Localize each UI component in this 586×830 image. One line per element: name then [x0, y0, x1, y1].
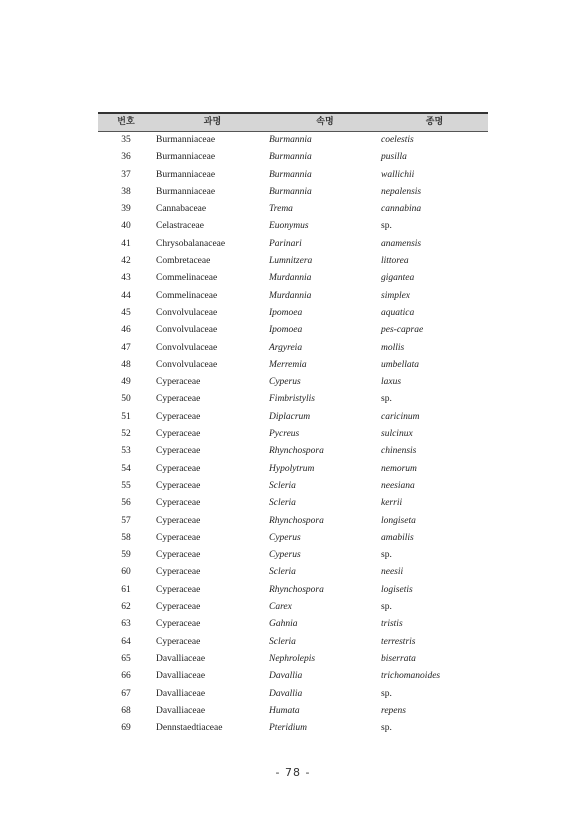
- table-row: [98, 167, 488, 184]
- cell-species: trichomanoides: [381, 671, 441, 682]
- cell-number: 36: [121, 152, 131, 163]
- cell-number: 59: [121, 550, 131, 561]
- cell-species: tristis: [381, 619, 403, 630]
- cell-genus: Burmannia: [269, 169, 312, 180]
- table-row: [98, 547, 488, 564]
- cell-species: kerrii: [381, 498, 403, 509]
- cell-genus: Humata: [269, 705, 300, 716]
- cell-family: Cyperaceae: [156, 550, 201, 561]
- cell-number: 67: [121, 688, 131, 699]
- cell-genus: Pycreus: [269, 429, 300, 440]
- cell-species: terrestris: [381, 636, 416, 647]
- table-row: [98, 184, 488, 201]
- cell-genus: Nephrolepis: [269, 653, 316, 664]
- header-family: 과명: [203, 117, 222, 127]
- cell-species: sp.: [381, 550, 392, 561]
- cell-number: 39: [121, 204, 131, 215]
- cell-genus: Euonymus: [269, 221, 309, 232]
- cell-number: 53: [121, 446, 131, 457]
- cell-genus: Ipomoea: [269, 307, 303, 318]
- cell-family: Burmanniaceae: [156, 169, 216, 180]
- cell-family: Burmanniaceae: [156, 152, 216, 163]
- table-row: [98, 374, 488, 391]
- cell-genus: Davallia: [269, 688, 303, 699]
- table-row: [98, 599, 488, 616]
- cell-number: 55: [121, 480, 131, 491]
- cell-family: Cyperaceae: [156, 532, 201, 543]
- cell-genus: Fimbristylis: [269, 394, 315, 405]
- cell-genus: Parinari: [269, 238, 302, 249]
- cell-genus: Rhynchospora: [269, 515, 324, 526]
- cell-family: Davalliaceae: [156, 653, 206, 664]
- table-row: [98, 686, 488, 703]
- cell-genus: Diplacrum: [269, 411, 311, 422]
- table-row: [98, 149, 488, 166]
- cell-family: Davalliaceae: [156, 705, 206, 716]
- table-row: [98, 513, 488, 530]
- cell-species: nepalensis: [381, 186, 422, 197]
- cell-family: Cyperaceae: [156, 584, 201, 595]
- cell-species: simplex: [381, 290, 411, 301]
- cell-number: 69: [121, 723, 131, 734]
- cell-family: Cyperaceae: [156, 446, 201, 457]
- cell-species: logisetis: [381, 584, 413, 595]
- table-row: [98, 443, 488, 460]
- cell-species: longiseta: [381, 515, 416, 526]
- table-row: [98, 478, 488, 495]
- cell-species: littorea: [381, 256, 409, 267]
- table-row: [98, 564, 488, 581]
- cell-species: sp.: [381, 394, 392, 405]
- cell-family: Cyperaceae: [156, 515, 201, 526]
- cell-number: 51: [121, 411, 131, 422]
- table-row: [98, 218, 488, 235]
- cell-number: 49: [121, 377, 131, 388]
- cell-number: 46: [121, 325, 131, 336]
- cell-family: Cyperaceae: [156, 498, 201, 509]
- cell-species: wallichii: [381, 169, 415, 180]
- cell-number: 60: [121, 567, 131, 578]
- cell-species: nemorum: [381, 463, 417, 474]
- cell-family: Burmanniaceae: [156, 186, 216, 197]
- cell-family: Convolvulaceae: [156, 342, 218, 353]
- table-row: [98, 409, 488, 426]
- header-species: 종명: [425, 117, 444, 127]
- cell-species: sulcinux: [381, 429, 413, 440]
- table-row: [98, 703, 488, 720]
- cell-species: repens: [381, 705, 406, 716]
- cell-genus: Scleria: [269, 480, 296, 491]
- cell-family: Commelinaceae: [156, 290, 218, 301]
- cell-genus: Carex: [269, 602, 292, 613]
- cell-number: 38: [121, 186, 131, 197]
- table-row: [98, 288, 488, 305]
- cell-number: 47: [121, 342, 131, 353]
- cell-family: Burmanniaceae: [156, 135, 216, 145]
- species-table: [98, 112, 488, 737]
- cell-genus: Murdannia: [269, 273, 312, 284]
- cell-number: 57: [121, 515, 131, 526]
- cell-species: gigantea: [381, 273, 415, 284]
- cell-genus: Scleria: [269, 636, 296, 647]
- cell-genus: Rhynchospora: [269, 446, 324, 457]
- cell-species: sp.: [381, 221, 392, 232]
- cell-family: Cyperaceae: [156, 567, 201, 578]
- cell-family: Cyperaceae: [156, 463, 201, 474]
- cell-species: sp.: [381, 602, 392, 613]
- cell-number: 65: [121, 653, 131, 664]
- cell-number: 54: [121, 463, 131, 474]
- cell-species: neesii: [381, 567, 404, 578]
- cell-genus: Gahnia: [269, 619, 298, 630]
- cell-family: Celastraceae: [156, 221, 204, 232]
- cell-species: pusilla: [381, 152, 407, 163]
- cell-number: 64: [121, 636, 131, 647]
- cell-genus: Cyperus: [269, 532, 301, 543]
- cell-family: Cyperaceae: [156, 619, 201, 630]
- table-row: [98, 461, 488, 478]
- table-header-row: [98, 114, 488, 131]
- table-row: [98, 668, 488, 685]
- table-row: [98, 391, 488, 408]
- cell-number: 37: [121, 169, 131, 180]
- cell-family: Cyperaceae: [156, 394, 201, 405]
- page-number: - 78 -: [275, 766, 311, 779]
- cell-genus: Rhynchospora: [269, 584, 324, 595]
- table-row: [98, 340, 488, 357]
- cell-family: Cyperaceae: [156, 411, 201, 422]
- cell-species: mollis: [381, 342, 405, 353]
- cell-family: Convolvulaceae: [156, 325, 218, 336]
- cell-number: 56: [121, 498, 131, 509]
- cell-genus: Ipomoea: [269, 325, 303, 336]
- cell-number: 43: [121, 273, 131, 284]
- table-row: [98, 357, 488, 374]
- cell-species: sp.: [381, 723, 392, 734]
- cell-number: 52: [121, 429, 131, 440]
- table-row: [98, 305, 488, 322]
- cell-number: 63: [121, 619, 131, 630]
- cell-number: 45: [121, 307, 131, 318]
- cell-species: laxus: [381, 377, 402, 388]
- cell-number: 58: [121, 532, 131, 543]
- table-row: [98, 426, 488, 443]
- cell-family: Davalliaceae: [156, 688, 206, 699]
- table-row: [98, 582, 488, 599]
- cell-number: 66: [121, 671, 131, 682]
- cell-species: biserrata: [381, 653, 416, 664]
- cell-number: 68: [121, 705, 131, 716]
- cell-genus: Merremia: [269, 359, 307, 370]
- table-row: [98, 720, 488, 737]
- cell-species: amabilis: [381, 532, 414, 543]
- header-genus: 속명: [316, 117, 334, 127]
- cell-family: Dennstaedtiaceae: [156, 723, 223, 734]
- cell-number: 50: [121, 394, 131, 405]
- table-row: [98, 530, 488, 547]
- cell-genus: Scleria: [269, 498, 296, 509]
- cell-number: 62: [121, 602, 131, 613]
- cell-number: 40: [121, 221, 131, 232]
- cell-number: 41: [121, 238, 131, 249]
- cell-family: Commelinaceae: [156, 273, 218, 284]
- cell-family: Cyperaceae: [156, 429, 201, 440]
- cell-family: Cyperaceae: [156, 377, 201, 388]
- cell-number: 61: [121, 584, 131, 595]
- cell-species: coelestis: [381, 135, 414, 145]
- cell-family: Cannabaceae: [156, 204, 207, 215]
- cell-family: Davalliaceae: [156, 671, 206, 682]
- cell-genus: Scleria: [269, 567, 296, 578]
- cell-genus: Cyperus: [269, 377, 301, 388]
- table-row: [98, 651, 488, 668]
- cell-number: 42: [121, 256, 131, 267]
- table-row: [98, 132, 488, 149]
- cell-genus: Trema: [269, 204, 293, 215]
- cell-number: 35: [121, 135, 131, 145]
- cell-number: 48: [121, 359, 131, 370]
- cell-species: cannabina: [381, 204, 422, 215]
- cell-family: Cyperaceae: [156, 602, 201, 613]
- cell-genus: Burmannia: [269, 135, 312, 145]
- cell-family: Cyperaceae: [156, 480, 201, 491]
- cell-species: caricinum: [381, 411, 420, 422]
- cell-species: sp.: [381, 688, 392, 699]
- cell-genus: Burmannia: [269, 186, 312, 197]
- cell-family: Convolvulaceae: [156, 359, 218, 370]
- cell-genus: Hypolytrum: [269, 463, 315, 474]
- cell-genus: Argyreia: [269, 342, 303, 353]
- table-row: [98, 253, 488, 270]
- cell-number: 44: [121, 290, 131, 301]
- table-row: [98, 236, 488, 253]
- cell-genus: Cyperus: [269, 550, 301, 561]
- table-body: [98, 132, 488, 737]
- cell-family: Chrysobalanaceae: [156, 238, 226, 249]
- table-row: [98, 616, 488, 633]
- header-number: 번호: [117, 117, 135, 127]
- table-row: [98, 270, 488, 287]
- cell-family: Combretaceae: [156, 256, 211, 267]
- cell-genus: Pteridium: [269, 723, 307, 734]
- table-row: [98, 322, 488, 339]
- table-row: [98, 495, 488, 512]
- table-row: [98, 201, 488, 218]
- cell-genus: Lumnitzera: [269, 256, 313, 267]
- cell-family: Cyperaceae: [156, 636, 201, 647]
- cell-genus: Murdannia: [269, 290, 312, 301]
- cell-species: neesiana: [381, 480, 415, 491]
- cell-species: anamensis: [381, 238, 422, 249]
- table-row: [98, 634, 488, 651]
- cell-genus: Burmannia: [269, 152, 312, 163]
- cell-family: Convolvulaceae: [156, 307, 218, 318]
- cell-species: chinensis: [381, 446, 417, 457]
- cell-genus: Davallia: [269, 671, 303, 682]
- cell-species: pes-caprae: [381, 325, 424, 336]
- cell-species: umbellata: [381, 359, 419, 370]
- cell-species: aquatica: [381, 307, 415, 318]
